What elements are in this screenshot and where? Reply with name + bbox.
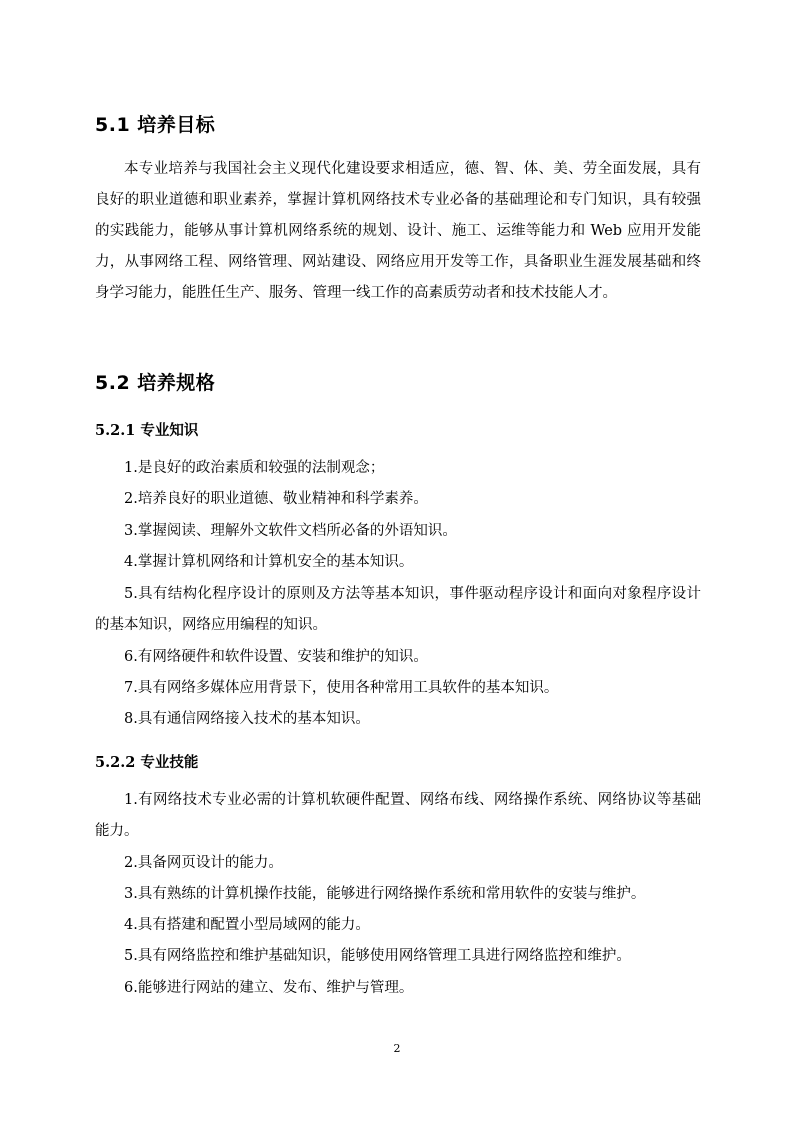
heading-5-2-2: 5.2.2 专业技能 [95,754,199,771]
heading-5-1: 5.1 培养目标 [95,114,216,136]
knowledge-item-8: 8.具有通信网络接入技术的基本知识。 [124,711,370,727]
heading-5-2-1: 5.2.1 专业知识 [95,422,199,439]
knowledge-item-3: 3.掌握阅读、理解外文软件文档所必备的外语知识。 [124,523,457,539]
heading-5-2: 5.2 培养规格 [95,372,216,394]
knowledge-item-6: 6.有网络硬件和软件设置、安装和维护的知识。 [124,649,428,665]
knowledge-item-7: 7.具有网络多媒体应用背景下，使用各种常用工具软件的基本知识。 [124,680,559,696]
knowledge-item-4: 4.掌握计算机网络和计算机安全的基本知识。 [124,554,414,570]
knowledge-item-5: 5.具有结构化程序设计的原则及方法等基本知识，事件驱动程序设计和面向对象程序设计的基本知识，网络应用编程的知识。 [95,586,701,633]
knowledge-item-1: 1.是良好的政治素质和较强的法制观念； [124,460,385,476]
skill-item-1: 1.有网络技术专业必需的计算机软硬件配置、网络布线、网络操作系统、网络协议等基础能力。 [95,792,701,839]
knowledge-item-2: 2.培养良好的职业道德、敬业精神和科学素养。 [124,491,428,507]
skill-item-2: 2.具备网页设计的能力。 [124,855,283,871]
skill-item-6: 6.能够进行网站的建立、发布、维护与管理。 [124,980,414,996]
paragraph-training-goal: 本专业培养与我国社会主义现代化建设要求相适应，德、智、体、美、劳全面发展，具有良好的职业道德和职业素养，掌握计算机网络技术专业必备的基础理论和专门知识，具有较强的实践能力，能够从事计算机网络系统的规划、设计、施工、运维等能力和 Web 应用开发能力，从事网络工程、网络管理、网站建设、网络应用开发等工作，具备职业生涯发展基础和终身学习能力，能胜任生产、服务、管理一线工作的高素质劳动者和技术技能人才。 [95,161,701,301]
skill-item-3: 3.具有熟练的计算机操作技能，能够进行网络操作系统和常用软件的安装与维护。 [124,886,646,902]
page-number: 2 [393,1042,401,1055]
skill-item-5: 5.具有网络监控和维护基础知识，能够使用网络管理工具进行网络监控和维护。 [124,948,631,964]
skill-item-4: 4.具有搭建和配置小型局域网的能力。 [124,917,370,933]
